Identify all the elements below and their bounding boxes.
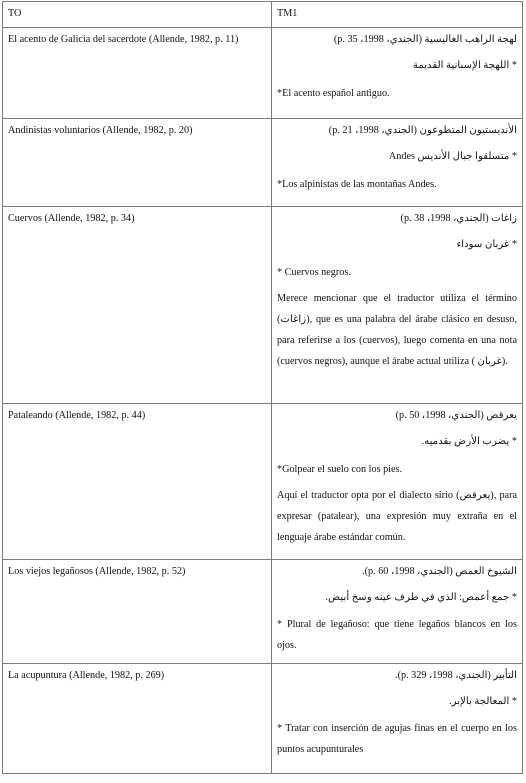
translator-note: Aquí el traductor opta por el dialecto sirio (يعرقص), para expresar (patalear), una expresión muy extraña en el lenguaje árabe estándar común. [277,490,517,543]
header-row [3,2,523,28]
arabic-reference: الأنديستيون المتطوعون (الجندي، 1998، p. 21) [328,125,517,136]
header-to: TO [3,2,272,28]
header-tm1: TM1 [272,2,523,28]
translation-cell [272,119,523,207]
spanish-gloss: *Golpear el suelo con los pies. [277,464,403,475]
source-term: Los viejos legañosos (Allende, 1982, p. 52) [3,560,272,664]
comparison-table [2,1,523,774]
arabic-gloss: * اللهجة الإسبانية القديمة [412,60,517,71]
source-term: La acupuntura (Allende, 1982, p. 269) [3,664,272,774]
translator-note: Merece mencionar que el traductor utiliza el término (زاغات), que es una palabra del árabe clásico en desuso, para referirse a los (cuervos), luego comenta en una nota (cuervos negros), aunque el árabe actual utiliza ( غربان). [277,293,517,367]
table-row [3,207,523,404]
arabic-reference: زاغات (الجندي، 1998، p. 38) [400,213,517,224]
arabic-gloss: * جمع أعمص: الذي في طرف عينه وسخ أبيض. [325,592,517,603]
spanish-gloss: * Tratar con inserción de agujas finas en el cuerpo en los puntos acupunturales [277,723,517,755]
translation-cell [272,560,523,664]
arabic-reference: يعرقص (الجندي، 1998، p. 50) [395,410,517,421]
translation-cell [272,404,523,560]
arabic-gloss: * غربان سوداء [456,239,517,250]
arabic-reference: التأبير (الجندي، 1998، p. 329). [395,670,517,681]
source-term: Pataleando (Allende, 1982, p. 44) [3,404,272,560]
arabic-reference: الشيوخ العمص (الجندي، 1998، p. 60). [362,566,517,577]
table-row [3,28,523,119]
spanish-gloss: * Plural de legañoso: que tiene legaños blancos en los ojos. [277,619,517,651]
spanish-gloss: *Los alpinistas de las montañas Andes. [277,179,437,190]
source-term: Andinistas voluntarios (Allende, 1982, p. 20) [3,119,272,207]
table-row [3,664,523,774]
translation-cell [272,664,523,774]
table-row [3,119,523,207]
spanish-gloss: *El acento español antiguo. [277,88,390,99]
source-term: El acento de Galicia del sacerdote (Allende, 1982, p. 11) [3,28,272,119]
arabic-reference: لهجة الراهب الغاليسية (الجندي، 1998، p. 35) [333,34,517,45]
arabic-gloss: * المعالجة بالإبر. [449,696,517,707]
arabic-gloss: * متسلقوا جبال الأنديس Andes [388,151,517,162]
arabic-gloss: * يضرب الأرض بقدميه. [421,436,517,447]
source-term: Cuervos (Allende, 1982, p. 34) [3,207,272,404]
translation-cell [272,207,523,404]
table-row [3,560,523,664]
spanish-gloss: * Cuervos negros. [277,267,351,278]
table-row [3,404,523,560]
translation-cell [272,28,523,119]
